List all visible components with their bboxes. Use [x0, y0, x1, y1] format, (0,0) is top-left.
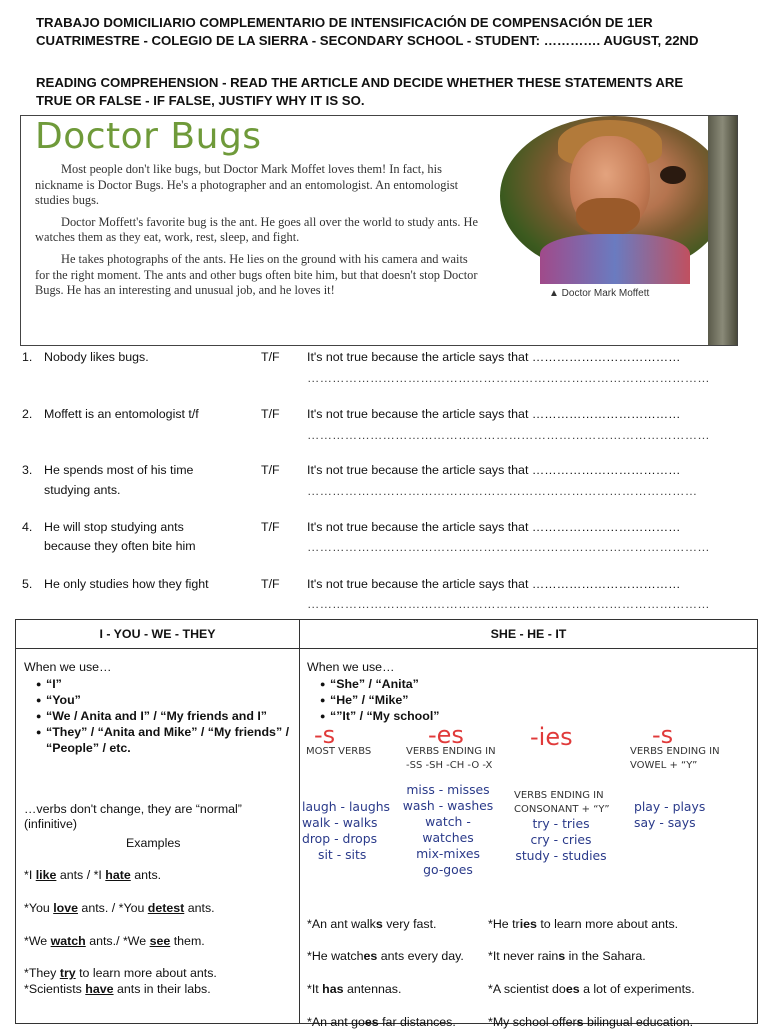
true-false-choice[interactable]: T/F	[261, 350, 280, 364]
use-item: ● “They” / “Anita and Mike” / “My friends” / “People” / etc.	[46, 724, 314, 756]
header-line-2: CUATRIMESTRE - COLEGIO DE LA SIERRA - SECONDARY SCHOOL - STUDENT: …………. AUGUST, 22ND	[36, 33, 699, 48]
right-uses-list	[310, 676, 630, 724]
true-false-choice[interactable]: T/F	[261, 407, 280, 421]
suffix-es-label-2: -SS -SH -CH -O -X	[406, 760, 493, 771]
example-sentence: *It never rains in the Sahara.	[488, 949, 646, 963]
answer-line[interactable]: It's not true because the article says that ………………………………	[307, 407, 681, 421]
left-uses-list	[26, 676, 314, 756]
ant-icon	[660, 166, 686, 184]
article-box	[20, 115, 738, 346]
question-text: He will stop studying ants	[44, 520, 184, 534]
answer-line[interactable]: It's not true because the article says that ………………………………	[307, 350, 681, 364]
question-number: 4.	[22, 520, 33, 534]
question-text: Nobody likes bugs.	[44, 350, 149, 364]
question-text-cont: because they often bite him	[44, 539, 196, 553]
left-column	[16, 649, 300, 1024]
true-false-choice[interactable]: T/F	[261, 577, 280, 591]
question-text: He spends most of his time	[44, 463, 194, 477]
photo-background	[708, 116, 737, 345]
instructions-line-2: TRUE OR FALSE - IF FALSE, JUSTIFY WHY IT IS SO.	[36, 93, 365, 108]
example-sentence: *An ant goes far distances.	[307, 1015, 456, 1029]
answer-line[interactable]: It's not true because the article says that ………………………………	[307, 577, 681, 591]
answer-dots[interactable]: ……………………………………………………………………………………	[307, 371, 710, 385]
most-verbs-list: laugh - laughs walk - walks drop - drops sit - sits	[302, 799, 391, 862]
answer-dots[interactable]: …………………………………………………………………………………	[307, 484, 698, 498]
question-number: 5.	[22, 577, 33, 591]
answer-line[interactable]: It's not true because the article says that ………………………………	[307, 463, 681, 477]
right-column	[300, 649, 758, 1029]
question-text-cont: studying ants.	[44, 483, 121, 497]
question-text: Moffett is an entomologist t/f	[44, 407, 199, 421]
article-paragraph-3: He takes photographs of the ants. He lies on the ground with his camera and waits for the right moment. The ants and other bugs often bite him, but that doesn't stop Doctor Bugs. He has an interesting and unusual job, and he loves it!	[35, 251, 478, 298]
suffix-ies-label: VERBS ENDING IN	[514, 790, 604, 801]
grammar-table	[15, 619, 758, 1029]
article-paragraph-1: Most people don't like bugs, but Doctor Mark Moffet loves them! In fact, his nickname is Doctor Bugs. He's a photographer and an entomologist. An entomologist studies bugs.	[35, 162, 459, 208]
suffix-s: -s	[314, 721, 336, 749]
left-column-header: I - YOU - WE - THEY	[16, 620, 300, 649]
example-sentence: *My school offers bilingual education.	[488, 1015, 694, 1029]
suffix-s-vowel-label-2: VOWEL + “Y”	[630, 760, 698, 771]
right-column-header: SHE - HE - IT	[300, 620, 758, 649]
question-number: 1.	[22, 350, 33, 364]
example-sentence: *He watches ants every day.	[307, 949, 464, 963]
example-sentence: *I like ants / *I hate ants.	[24, 868, 162, 882]
use-item: ● “”It” / “My school”	[330, 708, 630, 724]
examples-label: Examples	[126, 836, 181, 850]
answer-dots[interactable]: ……………………………………………………………………………………	[307, 428, 710, 442]
article-body	[35, 162, 483, 305]
use-item: ● “We / Anita and I” / “My friends and I”	[46, 708, 314, 724]
question-number: 2.	[22, 407, 33, 421]
photo-caption: ▲ Doctor Mark Moffett	[549, 288, 650, 299]
suffix-ies-label-2: CONSONANT + “Y”	[514, 804, 610, 815]
suffix-ies: -ies	[530, 723, 573, 751]
suffix-s-vowel: -s	[652, 721, 674, 749]
example-sentence: *It has antennas.	[307, 982, 402, 996]
instructions	[36, 74, 746, 110]
use-item: ● “She” / “Anita”	[330, 676, 630, 692]
use-item: ● “He” / “Mike”	[330, 692, 630, 708]
true-false-choice[interactable]: T/F	[261, 520, 280, 534]
suffix-es: -es	[428, 721, 464, 749]
true-false-choice[interactable]: T/F	[261, 463, 280, 477]
suffix-s-label: MOST VERBS	[306, 746, 372, 757]
suffix-es-label: VERBS ENDING IN	[406, 746, 496, 757]
use-item: ● “I”	[46, 676, 314, 692]
example-sentence: *A scientist does a lot of experiments.	[488, 982, 695, 996]
use-item: ● “You”	[46, 692, 314, 708]
example-sentence: *You love ants. / *You detest ants.	[24, 901, 215, 915]
worksheet-header	[36, 14, 746, 50]
answer-dots[interactable]: ……………………………………………………………………………………	[307, 540, 710, 554]
example-sentence: *They try to learn more about ants.	[24, 966, 217, 980]
article-title: Doctor Bugs	[35, 116, 262, 157]
example-sentence: *An ant walks very fast.	[307, 917, 437, 931]
vowel-verbs-list: play - plays say - says	[634, 799, 706, 830]
answer-line[interactable]: It's not true because the article says that ………………………………	[307, 520, 681, 534]
left-when-we-use: When we use…	[24, 660, 112, 674]
left-note: …verbs don't change, they are “normal” (infinitive)	[24, 802, 242, 831]
ies-verbs-list: try - tries cry - cries study - studies	[515, 816, 607, 863]
question-number: 3.	[22, 463, 33, 477]
es-verbs-list: miss - misses wash - washes watch - watches mix-mixes go-goes	[402, 782, 494, 877]
example-sentence: *Scientists have ants in their labs.	[24, 982, 211, 996]
instructions-line-1: READING COMPREHENSION - READ THE ARTICLE AND DECIDE WHETHER THESE STATEMENTS ARE	[36, 75, 684, 90]
example-sentence: *We watch ants./ *We see them.	[24, 934, 205, 948]
answer-dots[interactable]: ……………………………………………………………………………………	[307, 597, 710, 611]
doctor-photo	[500, 116, 728, 276]
question-text: He only studies how they fight	[44, 577, 209, 591]
article-paragraph-2: Doctor Moffett's favorite bug is the ant. He goes all over the world to study ants. He watches them as they eat, work, rest, sleep, and fight.	[35, 214, 478, 245]
example-sentence: *He tries to learn more about ants.	[488, 917, 679, 931]
suffix-s-vowel-label: VERBS ENDING IN	[630, 746, 720, 757]
right-when-we-use: When we use…	[307, 660, 395, 674]
header-line-1: TRABAJO DOMICILIARIO COMPLEMENTARIO DE INTENSIFICACIÓN DE COMPENSACIÓN DE 1ER	[36, 15, 653, 30]
